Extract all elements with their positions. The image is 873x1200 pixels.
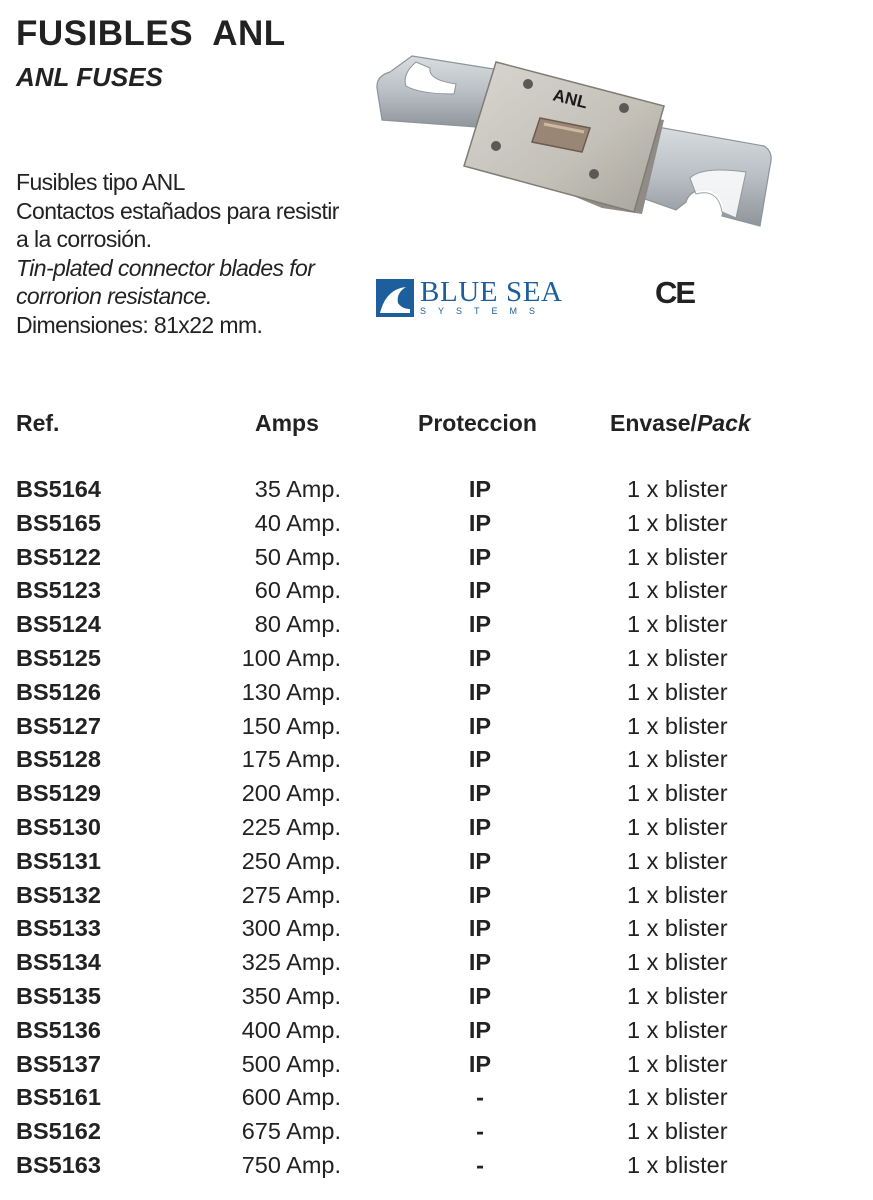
cell-protection: IP — [468, 813, 492, 840]
table-row — [0, 1080, 873, 1114]
table-row — [0, 675, 873, 709]
cell-amps: 150 Amp. — [241, 712, 341, 739]
cell-amps: 400 Amp. — [241, 1016, 341, 1043]
cell-protection: IP — [468, 915, 492, 942]
cell-amps: 600 Amp. — [241, 1084, 341, 1111]
cell-pack: 1 x blister — [627, 543, 728, 570]
cell-amps: 675 Amp. — [241, 1118, 341, 1145]
table-row — [0, 878, 873, 912]
cell-pack: 1 x blister — [627, 1016, 728, 1043]
cell-protection: IP — [468, 949, 492, 976]
cell-amps: 225 Amp. — [241, 813, 341, 840]
cell-protection: - — [476, 1151, 484, 1178]
cell-pack: 1 x blister — [627, 881, 728, 908]
cell-ref: BS5130 — [16, 813, 101, 840]
description-line: corrorion resistance. — [16, 283, 212, 309]
cell-ref: BS5127 — [16, 712, 101, 739]
table-row — [0, 607, 873, 641]
table-row — [0, 742, 873, 776]
cell-ref: BS5137 — [16, 1050, 101, 1077]
cell-ref: BS5124 — [16, 611, 101, 638]
cell-protection: - — [476, 1118, 484, 1145]
description-line: Fusibles tipo ANL — [16, 169, 185, 195]
column-header-protection: Proteccion — [418, 410, 537, 436]
cell-pack: 1 x blister — [627, 1084, 728, 1111]
cell-pack: 1 x blister — [627, 780, 728, 807]
cell-amps: 275 Amp. — [241, 881, 341, 908]
cell-protection: IP — [468, 577, 492, 604]
product-description — [16, 168, 361, 339]
table-row — [0, 1114, 873, 1148]
cell-pack: 1 x blister — [627, 813, 728, 840]
cell-pack: 1 x blister — [627, 712, 728, 739]
cell-pack: 1 x blister — [627, 678, 728, 705]
cell-ref: BS5163 — [16, 1151, 101, 1178]
cell-pack: 1 x blister — [627, 847, 728, 874]
cell-pack: 1 x blister — [627, 476, 728, 502]
column-header-pack — [610, 410, 751, 437]
table-row — [0, 844, 873, 878]
table-row — [0, 573, 873, 607]
cell-amps: 350 Amp. — [241, 982, 341, 1009]
cell-pack: 1 x blister — [627, 644, 728, 671]
cell-ref: BS5123 — [16, 577, 101, 604]
cell-pack: 1 x blister — [627, 915, 728, 942]
table-row — [0, 911, 873, 945]
blue-sea-logo — [376, 277, 576, 319]
cell-pack: 1 x blister — [627, 577, 728, 604]
cell-ref: BS5129 — [16, 780, 101, 807]
cell-protection: IP — [468, 543, 492, 570]
cell-protection: IP — [468, 982, 492, 1009]
cell-protection: IP — [468, 1050, 492, 1077]
cell-ref: BS5161 — [16, 1084, 101, 1111]
cell-pack: 1 x blister — [627, 1151, 728, 1178]
cell-pack: 1 x blister — [627, 1050, 728, 1077]
cell-amps: 130 Amp. — [241, 678, 341, 705]
brand-name: BLUE SEA — [420, 276, 563, 308]
cell-ref: BS5128 — [16, 746, 101, 773]
table-row — [0, 472, 873, 506]
anl-fuse-image — [372, 48, 777, 233]
column-header-pack-en: Pack — [696, 410, 751, 436]
cell-protection: IP — [468, 509, 492, 536]
cell-amps: 100 Amp. — [241, 644, 341, 671]
cell-amps: 80 Amp. — [254, 611, 341, 638]
cell-pack: 1 x blister — [627, 509, 728, 536]
cell-protection: IP — [468, 746, 492, 773]
cell-protection: - — [476, 1084, 484, 1111]
fuse-label: ANL — [551, 85, 590, 113]
fuse-table — [0, 472, 873, 1182]
table-row — [0, 1148, 873, 1182]
table-row — [0, 1013, 873, 1047]
cell-ref: BS5131 — [16, 847, 101, 874]
page-subtitle: ANL FUSES — [16, 62, 163, 92]
cell-protection: IP — [468, 780, 492, 807]
cell-protection: IP — [468, 611, 492, 638]
table-row — [0, 506, 873, 540]
cell-amps: 200 Amp. — [241, 780, 341, 807]
cell-ref: BS5134 — [16, 949, 101, 976]
cell-amps: 175 Amp. — [241, 746, 341, 773]
column-header-pack-es: Envase/ — [610, 410, 697, 436]
table-row — [0, 540, 873, 574]
wave-icon — [376, 279, 414, 317]
table-row — [0, 776, 873, 810]
cell-pack: 1 x blister — [627, 746, 728, 773]
cell-pack: 1 x blister — [627, 949, 728, 976]
cell-ref: BS5133 — [16, 915, 101, 942]
cell-amps: 300 Amp. — [241, 915, 341, 942]
column-header-ref: Ref. — [16, 410, 60, 436]
cell-pack: 1 x blister — [627, 611, 728, 638]
cell-pack: 1 x blister — [627, 982, 728, 1009]
cell-ref: BS5162 — [16, 1118, 101, 1145]
table-row — [0, 709, 873, 743]
table-row — [0, 979, 873, 1013]
cell-protection: IP — [468, 1016, 492, 1043]
cell-amps: 50 Amp. — [254, 543, 341, 570]
cell-pack: 1 x blister — [627, 1118, 728, 1145]
description-line: Tin-plated connector blades for — [16, 254, 315, 281]
cell-protection: IP — [468, 644, 492, 671]
cell-ref: BS5136 — [16, 1016, 101, 1043]
cell-protection: IP — [468, 881, 492, 908]
cell-protection: IP — [468, 678, 492, 705]
cell-amps: 60 Amp. — [254, 577, 341, 604]
description-line: a la corrosión. — [16, 226, 152, 252]
table-row — [0, 810, 873, 844]
cell-protection: IP — [468, 476, 492, 502]
brand-sub: SYSTEMS — [420, 306, 548, 316]
cell-ref: BS5135 — [16, 982, 101, 1009]
column-header-amps: Amps — [255, 410, 319, 436]
table-row — [0, 641, 873, 675]
cell-amps: 500 Amp. — [241, 1050, 341, 1077]
cell-amps: 750 Amp. — [241, 1151, 341, 1178]
ce-mark: CE — [655, 275, 695, 310]
cell-ref: BS5126 — [16, 678, 101, 705]
cell-protection: IP — [468, 847, 492, 874]
cell-amps: 250 Amp. — [241, 847, 341, 874]
description-line: Contactos estañados para resistir — [16, 197, 339, 224]
cell-amps: 40 Amp. — [254, 509, 341, 536]
cell-ref: BS5122 — [16, 543, 101, 570]
cell-ref: BS5132 — [16, 881, 101, 908]
cell-protection: IP — [468, 712, 492, 739]
cell-amps: 35 Amp. — [254, 476, 341, 502]
page-title: FUSIBLES ANL — [16, 14, 286, 53]
cell-ref: BS5164 — [16, 476, 101, 502]
cell-amps: 325 Amp. — [241, 949, 341, 976]
cell-ref: BS5165 — [16, 509, 101, 536]
table-row — [0, 1047, 873, 1081]
table-row — [0, 945, 873, 979]
description-line: Dimensiones: 81x22 mm. — [16, 311, 263, 338]
cell-ref: BS5125 — [16, 644, 101, 671]
